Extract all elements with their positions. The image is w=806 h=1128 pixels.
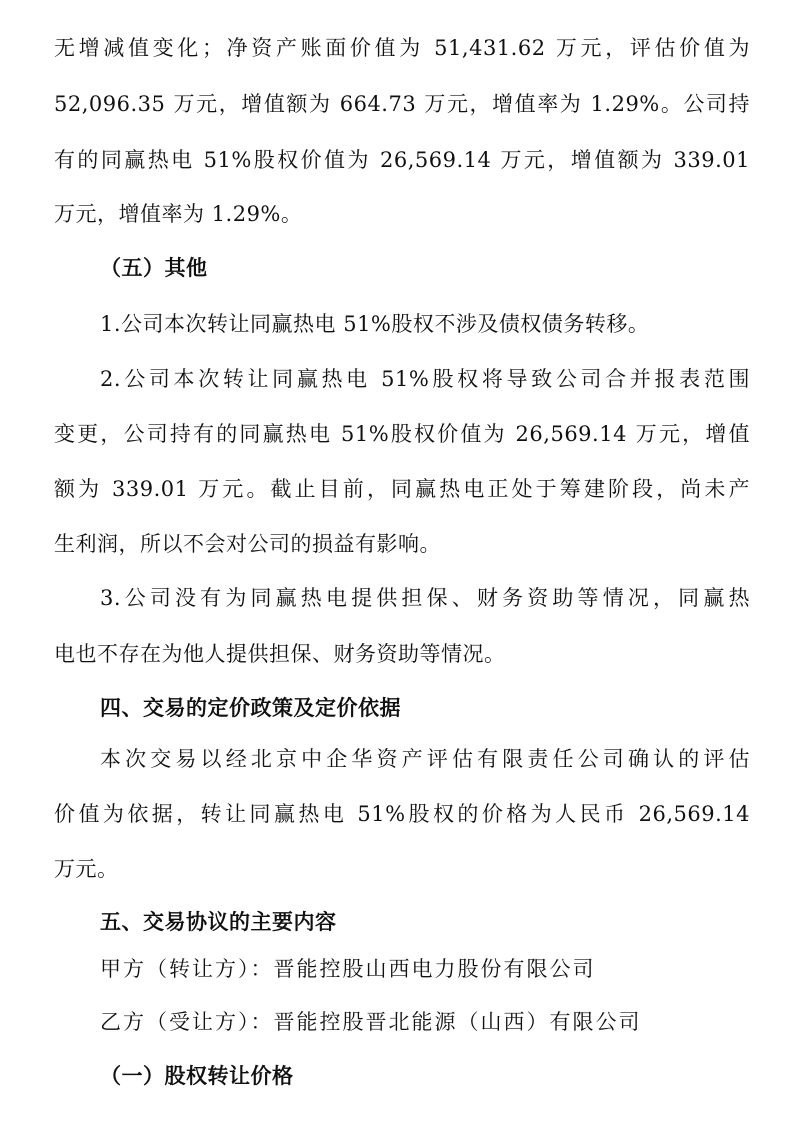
- pricing-paragraph-line: 万元。: [54, 857, 119, 881]
- section-heading-pricing: 四、交易的定价政策及定价依据: [100, 696, 401, 720]
- paragraph-line: 52,096.35 万元，增值额为 664.73 万元，增值率为 1.29%。公司持: [54, 92, 750, 116]
- party-a-line: 甲方（转让方）：晋能控股山西电力股份有限公司: [100, 957, 596, 981]
- pricing-paragraph-line: 价值为依据，转让同赢热电 51%股权的价格为人民币 26,569.14: [54, 802, 750, 826]
- section-heading-other: （五）其他: [100, 256, 208, 280]
- pricing-paragraph-line: 本次交易以经北京中企华资产评估有限责任公司确认的评估: [100, 747, 750, 771]
- party-b-line: 乙方（受让方）：晋能控股晋北能源（山西）有限公司: [100, 1010, 642, 1034]
- section-heading-agreement: 五、交易协议的主要内容: [100, 910, 337, 934]
- list-item-2-line: 生利润，所以不会对公司的损益有影响。: [54, 532, 441, 556]
- list-item-3-line: 3.公司没有为同赢热电提供担保、财务资助等情况，同赢热: [100, 586, 750, 610]
- paragraph-line: 有的同赢热电 51%股权价值为 26,569.14 万元，增值额为 339.01: [54, 148, 750, 172]
- list-item-3-line: 电也不存在为他人提供担保、财务资助等情况。: [54, 642, 506, 666]
- sub-heading-price: （一）股权转让价格: [100, 1064, 294, 1088]
- list-item-2-line: 2.公司本次转让同赢热电 51%股权将导致公司合并报表范围: [100, 367, 750, 391]
- list-item-2-line: 变更，公司持有的同赢热电 51%股权价值为 26,569.14 万元，增值: [54, 422, 750, 446]
- list-item-2-line: 额为 339.01 万元。截止目前，同赢热电正处于筹建阶段，尚未产: [54, 477, 750, 501]
- paragraph-line: 无增减值变化；净资产账面价值为 51,431.62 万元，评估价值为: [54, 36, 750, 60]
- paragraph-line: 万元，增值率为 1.29%。: [54, 202, 303, 226]
- list-item-1: 1.公司本次转让同赢热电 51%股权不涉及债权债务转移。: [100, 312, 650, 336]
